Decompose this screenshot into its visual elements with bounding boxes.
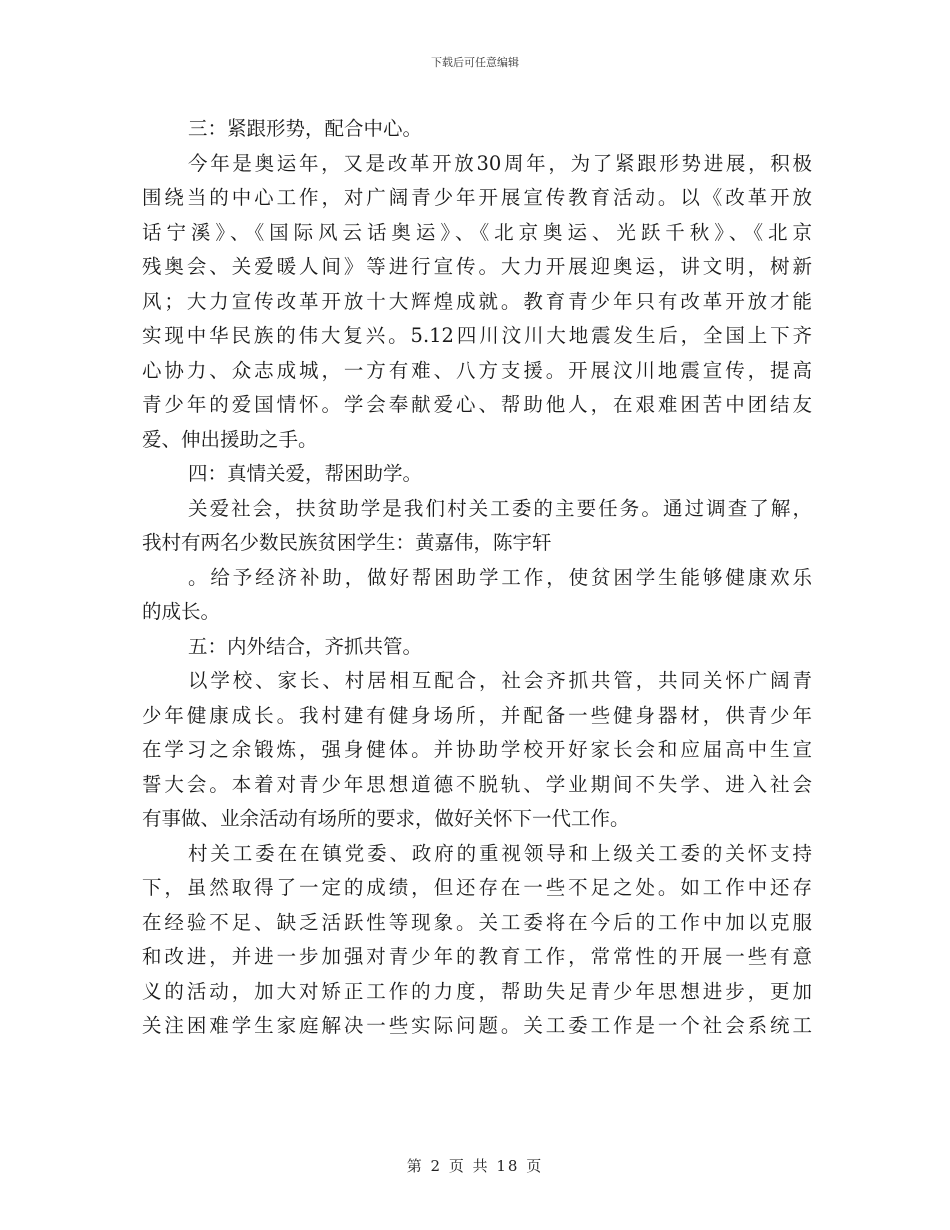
paragraph-line: 誓大会。本着对青少年思想道德不脱轨、学业期间不失学、进入社会 bbox=[142, 772, 812, 796]
section-heading: 三：紧跟形势，配合中心。 bbox=[188, 117, 423, 140]
paragraph-line: 少年健康成长。我村建有健身场所，并配备一些健身器材，供青少年 bbox=[142, 703, 812, 727]
section-heading: 四：真情关爱，帮困助学。 bbox=[188, 462, 423, 485]
paragraph-line: 爱、伸出援助之手。 bbox=[142, 427, 318, 451]
paragraph-line: 今年是奥运年，又是改革开放30周年，为了紧跟形势进展，积极 bbox=[188, 151, 812, 175]
paragraph-line: 我村有两名少数民族贫困学生：黄嘉伟，陈宇轩 bbox=[142, 531, 552, 554]
section-heading: 五：内外结合，齐抓共管。 bbox=[188, 634, 423, 658]
paragraph-line: 在经验不足、缺乏活跃性等现象。关工委将在今后的工作中加以克服 bbox=[142, 910, 812, 934]
paragraph-line: 残奥会、关爱暖人间》等进行宣传。大力开展迎奥运，讲文明，树新 bbox=[142, 255, 812, 278]
page-header: 下载后可任意编辑 bbox=[431, 56, 519, 69]
paragraph-line: 和改进，并进一步加强对青少年的教育工作，常常性的开展一些有意 bbox=[142, 945, 812, 968]
paragraph-line: 风；大力宣传改革开放十大辉煌成就。教育青少年只有改革开放才能 bbox=[142, 289, 812, 313]
paragraph-line: 。给予经济补助，做好帮困助学工作，使贫困学生能够健康欢乐 bbox=[188, 565, 812, 589]
paragraph-line: 关爱社会，扶贫助学是我们村关工委的主要任务。通过调查了解， bbox=[188, 496, 812, 520]
paragraph-line: 义的活动，加大对矫正工作的力度，帮助失足青少年思想进步，更加 bbox=[142, 979, 812, 1003]
page-footer: 第 2 页 共 18 页 bbox=[406, 1157, 544, 1175]
paragraph-line: 的成长。 bbox=[142, 600, 221, 623]
paragraph-line: 实现中华民族的伟大复兴。5.12四川汶川大地震发生后，全国上下齐 bbox=[142, 324, 812, 347]
paragraph-line: 青少年的爱国情怀。学会奉献爱心、帮助他人，在艰难困苦中团结友 bbox=[142, 393, 812, 416]
paragraph-line: 话宁溪》、《国际风云话奥运》、《北京奥运、光跃千秋》、《北京 bbox=[142, 220, 812, 244]
document-body bbox=[142, 112, 812, 1044]
paragraph-line: 心协力、众志成城，一方有难、八方支援。开展汶川地震宣传，提高 bbox=[142, 358, 812, 382]
paragraph-line: 以学校、家长、村居相互配合，社会齐抓共管，共同关怀广阔青 bbox=[188, 669, 812, 692]
paragraph-line: 在学习之余锻炼，强身健体。并协助学校开好家长会和应届高中生宣 bbox=[142, 738, 812, 761]
paragraph-line: 有事做、业余活动有场所的要求，做好关怀下一代工作。 bbox=[142, 807, 630, 830]
paragraph-line: 下，虽然取得了一定的成绩，但还存在一些不足之处。如工作中还存 bbox=[142, 876, 812, 899]
paragraph-line: 关注困难学生家庭解决一些实际问题。关工委工作是一个社会系统工 bbox=[142, 1014, 812, 1037]
paragraph-line: 围绕当的中心工作，对广阔青少年开展宣传教育活动。以《改革开放 bbox=[142, 186, 812, 209]
paragraph-line: 村关工委在在镇党委、政府的重视领导和上级关工委的关怀支持 bbox=[188, 841, 812, 865]
